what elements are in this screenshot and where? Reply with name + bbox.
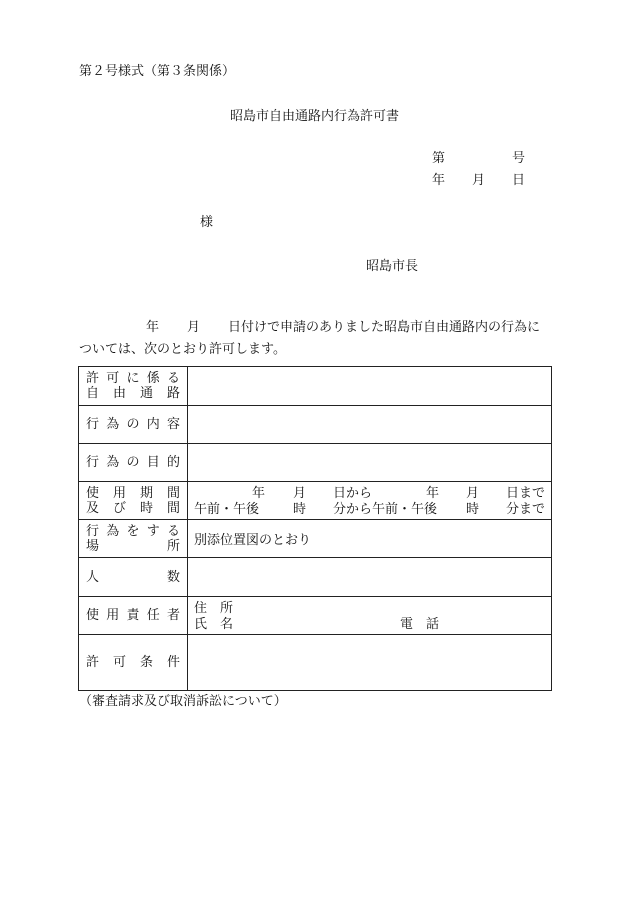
row-people bbox=[79, 558, 552, 597]
body-line1-rest: 日付けで申請のありました昭島市自由通路内の行為に bbox=[228, 320, 541, 335]
page-title: 昭島市自由通路内行為許可書 bbox=[230, 109, 400, 124]
row-purpose bbox=[79, 444, 552, 482]
value-period[interactable] bbox=[188, 482, 552, 520]
period-ampm-1: 午前・午後 bbox=[194, 501, 260, 517]
addressee-suffix: 様 bbox=[200, 215, 214, 230]
responsible-name: 氏 名 bbox=[194, 616, 234, 632]
issuer: 昭島市長 bbox=[366, 259, 419, 274]
period-month-2: 月 bbox=[466, 485, 480, 501]
value-passage[interactable] bbox=[188, 367, 552, 406]
label-responsible: 使 用 責 任 者 bbox=[79, 597, 188, 635]
row-conditions bbox=[79, 635, 552, 691]
row-place bbox=[79, 520, 552, 558]
period-minute-2: 分まで bbox=[506, 501, 546, 517]
responsible-phone: 電 話 bbox=[400, 616, 440, 632]
value-people[interactable] bbox=[188, 558, 552, 597]
period-month-1: 月 bbox=[293, 485, 307, 501]
label-content: 行 為 の 内 容 bbox=[79, 406, 188, 444]
period-hour-1: 時 bbox=[293, 501, 307, 517]
row-passage bbox=[79, 367, 552, 406]
period-day-1: 日から bbox=[333, 485, 373, 501]
value-content[interactable] bbox=[188, 406, 552, 444]
doc-no-prefix: 第 bbox=[432, 151, 446, 166]
footer-note: （審査請求及び取消訴訟について） bbox=[79, 694, 287, 709]
label-passage-l1: 許 可 に 係 る bbox=[86, 371, 180, 386]
permit-table bbox=[78, 366, 552, 691]
period-year-1: 年 bbox=[252, 485, 266, 501]
body-line2: ついては、次のとおり許可します。 bbox=[79, 342, 286, 357]
form-number: 第２号様式（第３条関係） bbox=[79, 64, 236, 79]
body-year: 年 bbox=[146, 320, 160, 335]
date-year: 年 bbox=[432, 173, 446, 188]
label-passage bbox=[79, 367, 188, 406]
period-year-2: 年 bbox=[426, 485, 440, 501]
row-content bbox=[79, 406, 552, 444]
label-passage-l2: 自 由 通 路 bbox=[86, 386, 180, 401]
period-minute-1: 分から午前・午後 bbox=[333, 501, 438, 517]
label-people: 人 数 bbox=[79, 558, 188, 597]
value-place[interactable]: 別添位置図のとおり bbox=[188, 520, 552, 558]
row-responsible bbox=[79, 597, 552, 635]
label-place: 行 為 を す る 場 所 bbox=[79, 520, 188, 558]
date-day: 日 bbox=[512, 173, 526, 188]
value-conditions[interactable] bbox=[188, 635, 552, 691]
doc-no-suffix: 号 bbox=[512, 151, 526, 166]
value-responsible[interactable] bbox=[188, 597, 552, 635]
date-month: 月 bbox=[472, 173, 486, 188]
row-period bbox=[79, 482, 552, 520]
label-conditions: 許 可 条 件 bbox=[79, 635, 188, 691]
label-period: 使 用 期 間 及 び 時 間 bbox=[79, 482, 188, 520]
body-month: 月 bbox=[187, 320, 201, 335]
responsible-address: 住 所 bbox=[194, 600, 234, 616]
label-purpose: 行 為 の 目 的 bbox=[79, 444, 188, 482]
period-hour-2: 時 bbox=[466, 501, 480, 517]
period-day-2: 日まで bbox=[506, 485, 546, 501]
value-purpose[interactable] bbox=[188, 444, 552, 482]
